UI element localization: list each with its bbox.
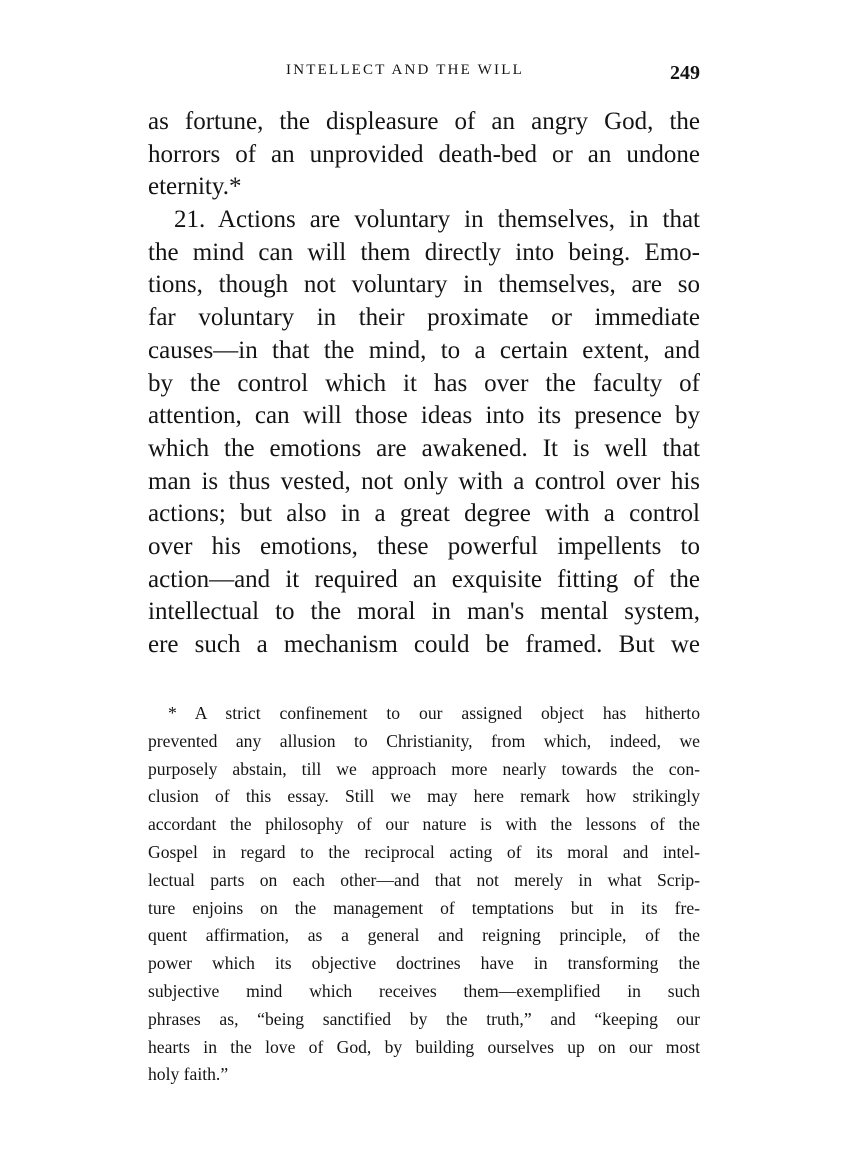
body-line: attention, can will those ideas into its presence by xyxy=(148,402,700,430)
running-title: INTELLECT AND THE WILL xyxy=(286,62,524,78)
page-number: 249 xyxy=(670,62,700,84)
body-text xyxy=(148,106,700,662)
body-line: causes—in that the mind, to a certain extent, and xyxy=(148,336,700,364)
footnote-line: purposely abstain, till we approach more nearly towards the con- xyxy=(148,758,700,779)
body-line: over his emotions, these powerful impellents to xyxy=(148,532,700,560)
body-line: the mind can will them directly into being. Emo- xyxy=(148,238,700,266)
body-line: horrors of an unprovided death-bed or an undone xyxy=(148,140,700,168)
body-line: ere such a mechanism could be framed. But we xyxy=(148,631,700,658)
footnote-line: ture enjoins on the management of temptations but in its fre- xyxy=(148,897,700,918)
footnote-line: Gospel in regard to the reciprocal acting of its moral and intel- xyxy=(148,841,700,862)
body-line: as fortune, the displeasure of an angry God, the xyxy=(148,108,700,135)
footnote-line: lectual parts on each other—and that not merely in what Scrip- xyxy=(148,869,700,890)
footnote-line: prevented any allusion to Christianity, from which, indeed, we xyxy=(148,730,700,751)
body-line: by the control which it has over the faculty of xyxy=(148,369,700,397)
body-line: eternity.* xyxy=(148,173,242,201)
footnote-line: hearts in the love of God, by building ourselves up on our most xyxy=(148,1036,700,1057)
footnote-line: quent affirmation, as a general and reigning principle, of the xyxy=(148,925,700,946)
body-line: tions, though not voluntary in themselves, are so xyxy=(148,271,700,299)
footnote-line: phrases as, “being sanctified by the truth,” and “keeping our xyxy=(148,1008,700,1029)
body-line: far voluntary in their proximate or immediate xyxy=(148,304,700,332)
body-line: action—and it required an exquisite fitting of the xyxy=(148,565,700,593)
footnote-line: clusion of this essay. Still we may here remark how strikingly xyxy=(148,786,700,807)
footnote-line: subjective mind which receives them—exemplified in such xyxy=(148,980,700,1001)
footnote-line: accordant the philosophy of our nature is with the lessons of the xyxy=(148,814,700,835)
footnote-line: power which its objective doctrines have in transforming the xyxy=(148,953,700,974)
footnote-line: holy faith.” xyxy=(148,1064,229,1085)
footnote-line: * A strict confinement to our assigned object has hitherto xyxy=(168,703,700,723)
body-line: intellectual to the moral in man's mental system, xyxy=(148,598,700,626)
body-line: which the emotions are awakened. It is well that xyxy=(148,434,700,462)
body-line: man is thus vested, not only with a control over his xyxy=(148,467,700,495)
footnote xyxy=(148,700,700,1089)
body-line: 21. Actions are voluntary in themselves, in that xyxy=(174,206,700,234)
body-line: actions; but also in a great degree with a control xyxy=(148,500,700,528)
running-head xyxy=(146,62,700,92)
